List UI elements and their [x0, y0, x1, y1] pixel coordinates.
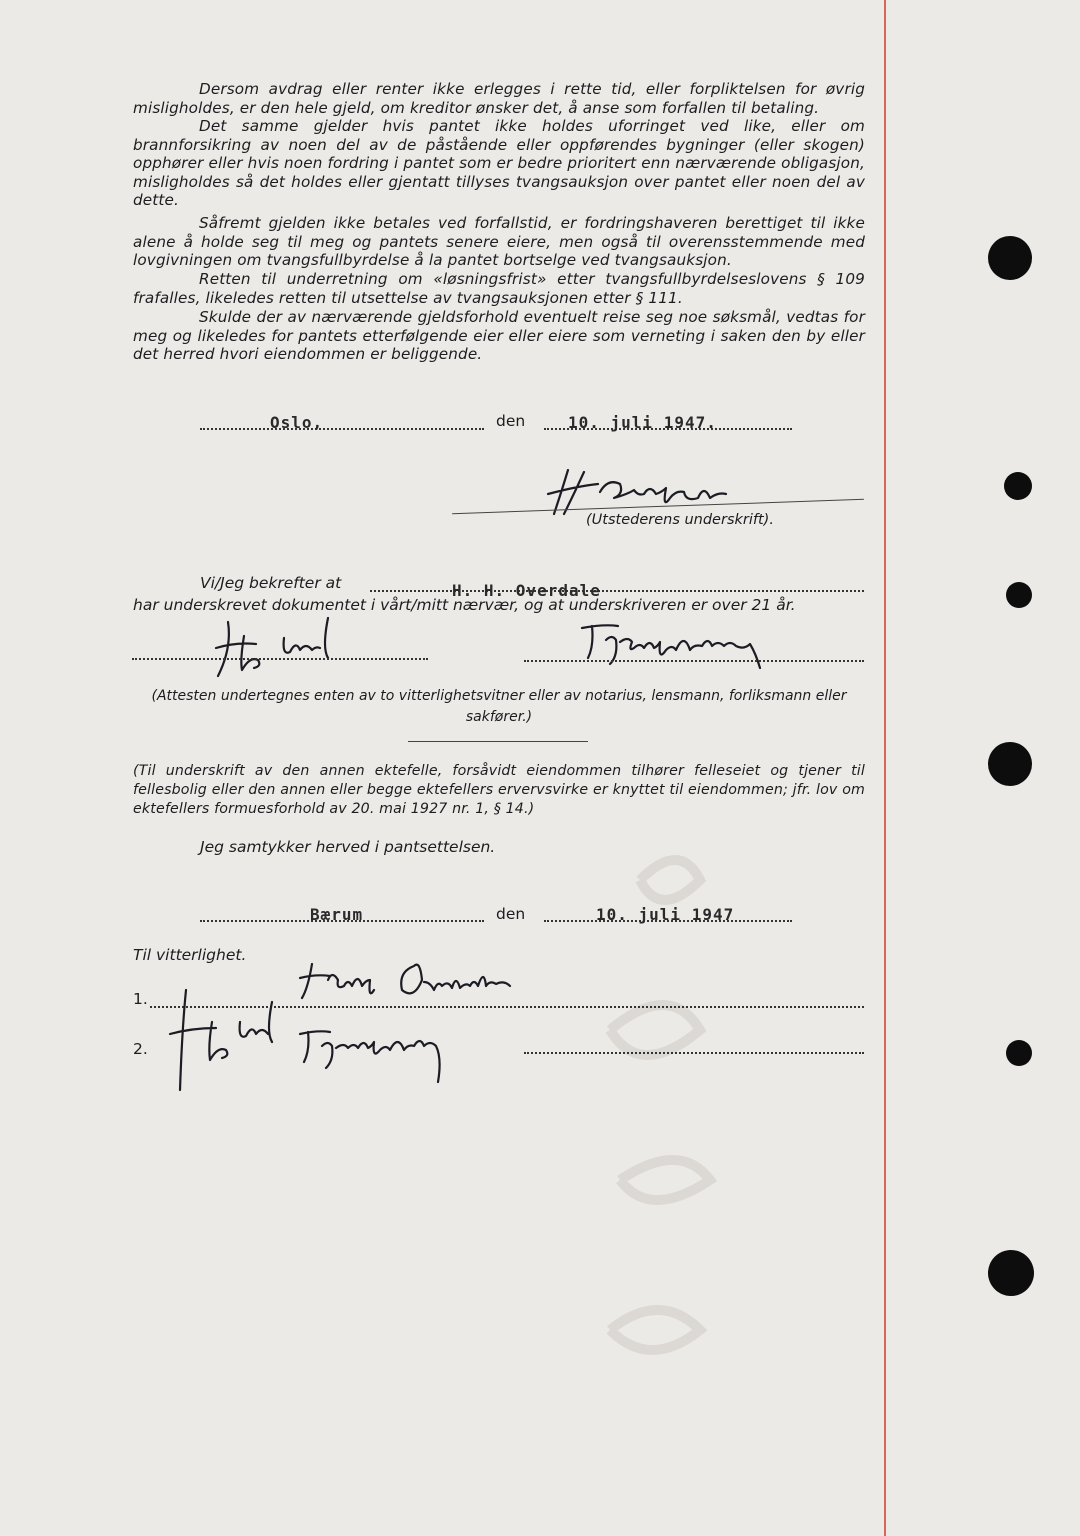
attest-line-2: [524, 1052, 864, 1054]
attest-number-2: 2.: [133, 1040, 148, 1058]
confirm-line: [370, 590, 864, 592]
den-label-2: den: [496, 905, 526, 923]
place-line: [200, 428, 484, 430]
punch-hole: [1004, 472, 1032, 500]
terms-default-clause: Dersom avdrag eller renter ikke erlegges i rette tid, eller forpliktelsen for øvrig misligholdes, er den hele gjeld, om kreditor ønsker det, å anse som forfallen til betaling.: [133, 80, 865, 117]
terms-notice-clause: Retten til underretning om «løsningsfrist» etter tvangsfullbyrdelseslovens § 109 frafalles, likeledes retten til utsettelse av tvangsauksjonen etter § 111.: [133, 270, 865, 307]
den-label: den: [496, 412, 526, 430]
witness-a-signature-2: [160, 982, 290, 1102]
terms-auction-clause: Såfremt gjelden ikke betales ved forfallstid, er fordringshaveren berettiget til ikke alene å holde seg til meg og pantets senere eiere, men også til overensstemmende med lovgivningen om tvangsfullbyrdelse å la pantet bortselge ved tvangsauksjon.: [133, 214, 865, 270]
punch-hole: [1006, 1040, 1032, 1066]
signing-place: Oslo,: [270, 413, 324, 432]
spouse-note: (Til underskrift av den annen ektefelle, forsåvidt eiendommen tilhører felleseiet og tjener til fellesbolig eller den annen eller begge ektefellers ervervsvirke er knyttet til eiendommen; jfr. lov om ektefellers formuesforhold av 20. mai 1927 nr. 1, § 14.): [133, 763, 865, 817]
attest-instructions: (Attesten undertegnes enten av to vitterlighetsvitner eller av notarius, lensmann, forliksmann eller sakfører.): [151, 688, 847, 725]
witness-b-line: [524, 660, 864, 662]
consent-statement: Jeg samtykker herved i pantsettelsen.: [200, 838, 496, 856]
witness-a-line: [132, 658, 428, 660]
signer-name: H. H. Overdale: [452, 581, 601, 600]
terms-venue-clause: Skulde der av nærværende gjeldsforhold eventuelt reise seg noe søksmål, vedtas for meg og likeledes for pantets etterfølgende eier eller eiere som verneting i saken den by eller det herred hvori eiendommen er beliggende.: [133, 308, 865, 364]
confirm-statement: har underskrevet dokumentet i vårt/mitt nærvær, og at underskriveren er over 21 år.: [133, 596, 796, 614]
witness-a-signature: [210, 612, 370, 682]
section-divider: [408, 741, 588, 742]
terms-insurance-clause: Det samme gjelder hvis pantet ikke holdes uforringet ved like, eller om brannforsikring av noen del av de påstående eller oppførendes bygninger (eller skogen) opphører eller hvis noen fordring i pantet som er bedre prioritert enn nærværende obligasjon, misligholdes så det holdes eller gjentatt tillyses tvangsauksjon over pantet eller noen del av dette.: [133, 117, 865, 210]
attest-label: Til vitterlighet.: [133, 946, 247, 964]
attest-number-1: 1.: [133, 990, 148, 1008]
punch-hole: [988, 236, 1032, 280]
witness-b-signature-2: [296, 1020, 476, 1100]
punch-hole: [988, 1250, 1034, 1296]
spouse-signature: [294, 958, 584, 1008]
signing-date-2: 10. juli 1947: [596, 905, 735, 924]
signing-date: 10. juli 1947.: [568, 413, 717, 432]
punch-hole: [988, 742, 1032, 786]
confirm-label: Vi/Jeg bekrefter at: [200, 574, 342, 592]
margin-line: [884, 0, 886, 1536]
issuer-caption: (Utstederens underskrift).: [586, 512, 774, 528]
punch-hole: [1006, 582, 1032, 608]
witness-b-signature: [576, 612, 836, 672]
signing-place-2: Bærum: [310, 905, 364, 924]
